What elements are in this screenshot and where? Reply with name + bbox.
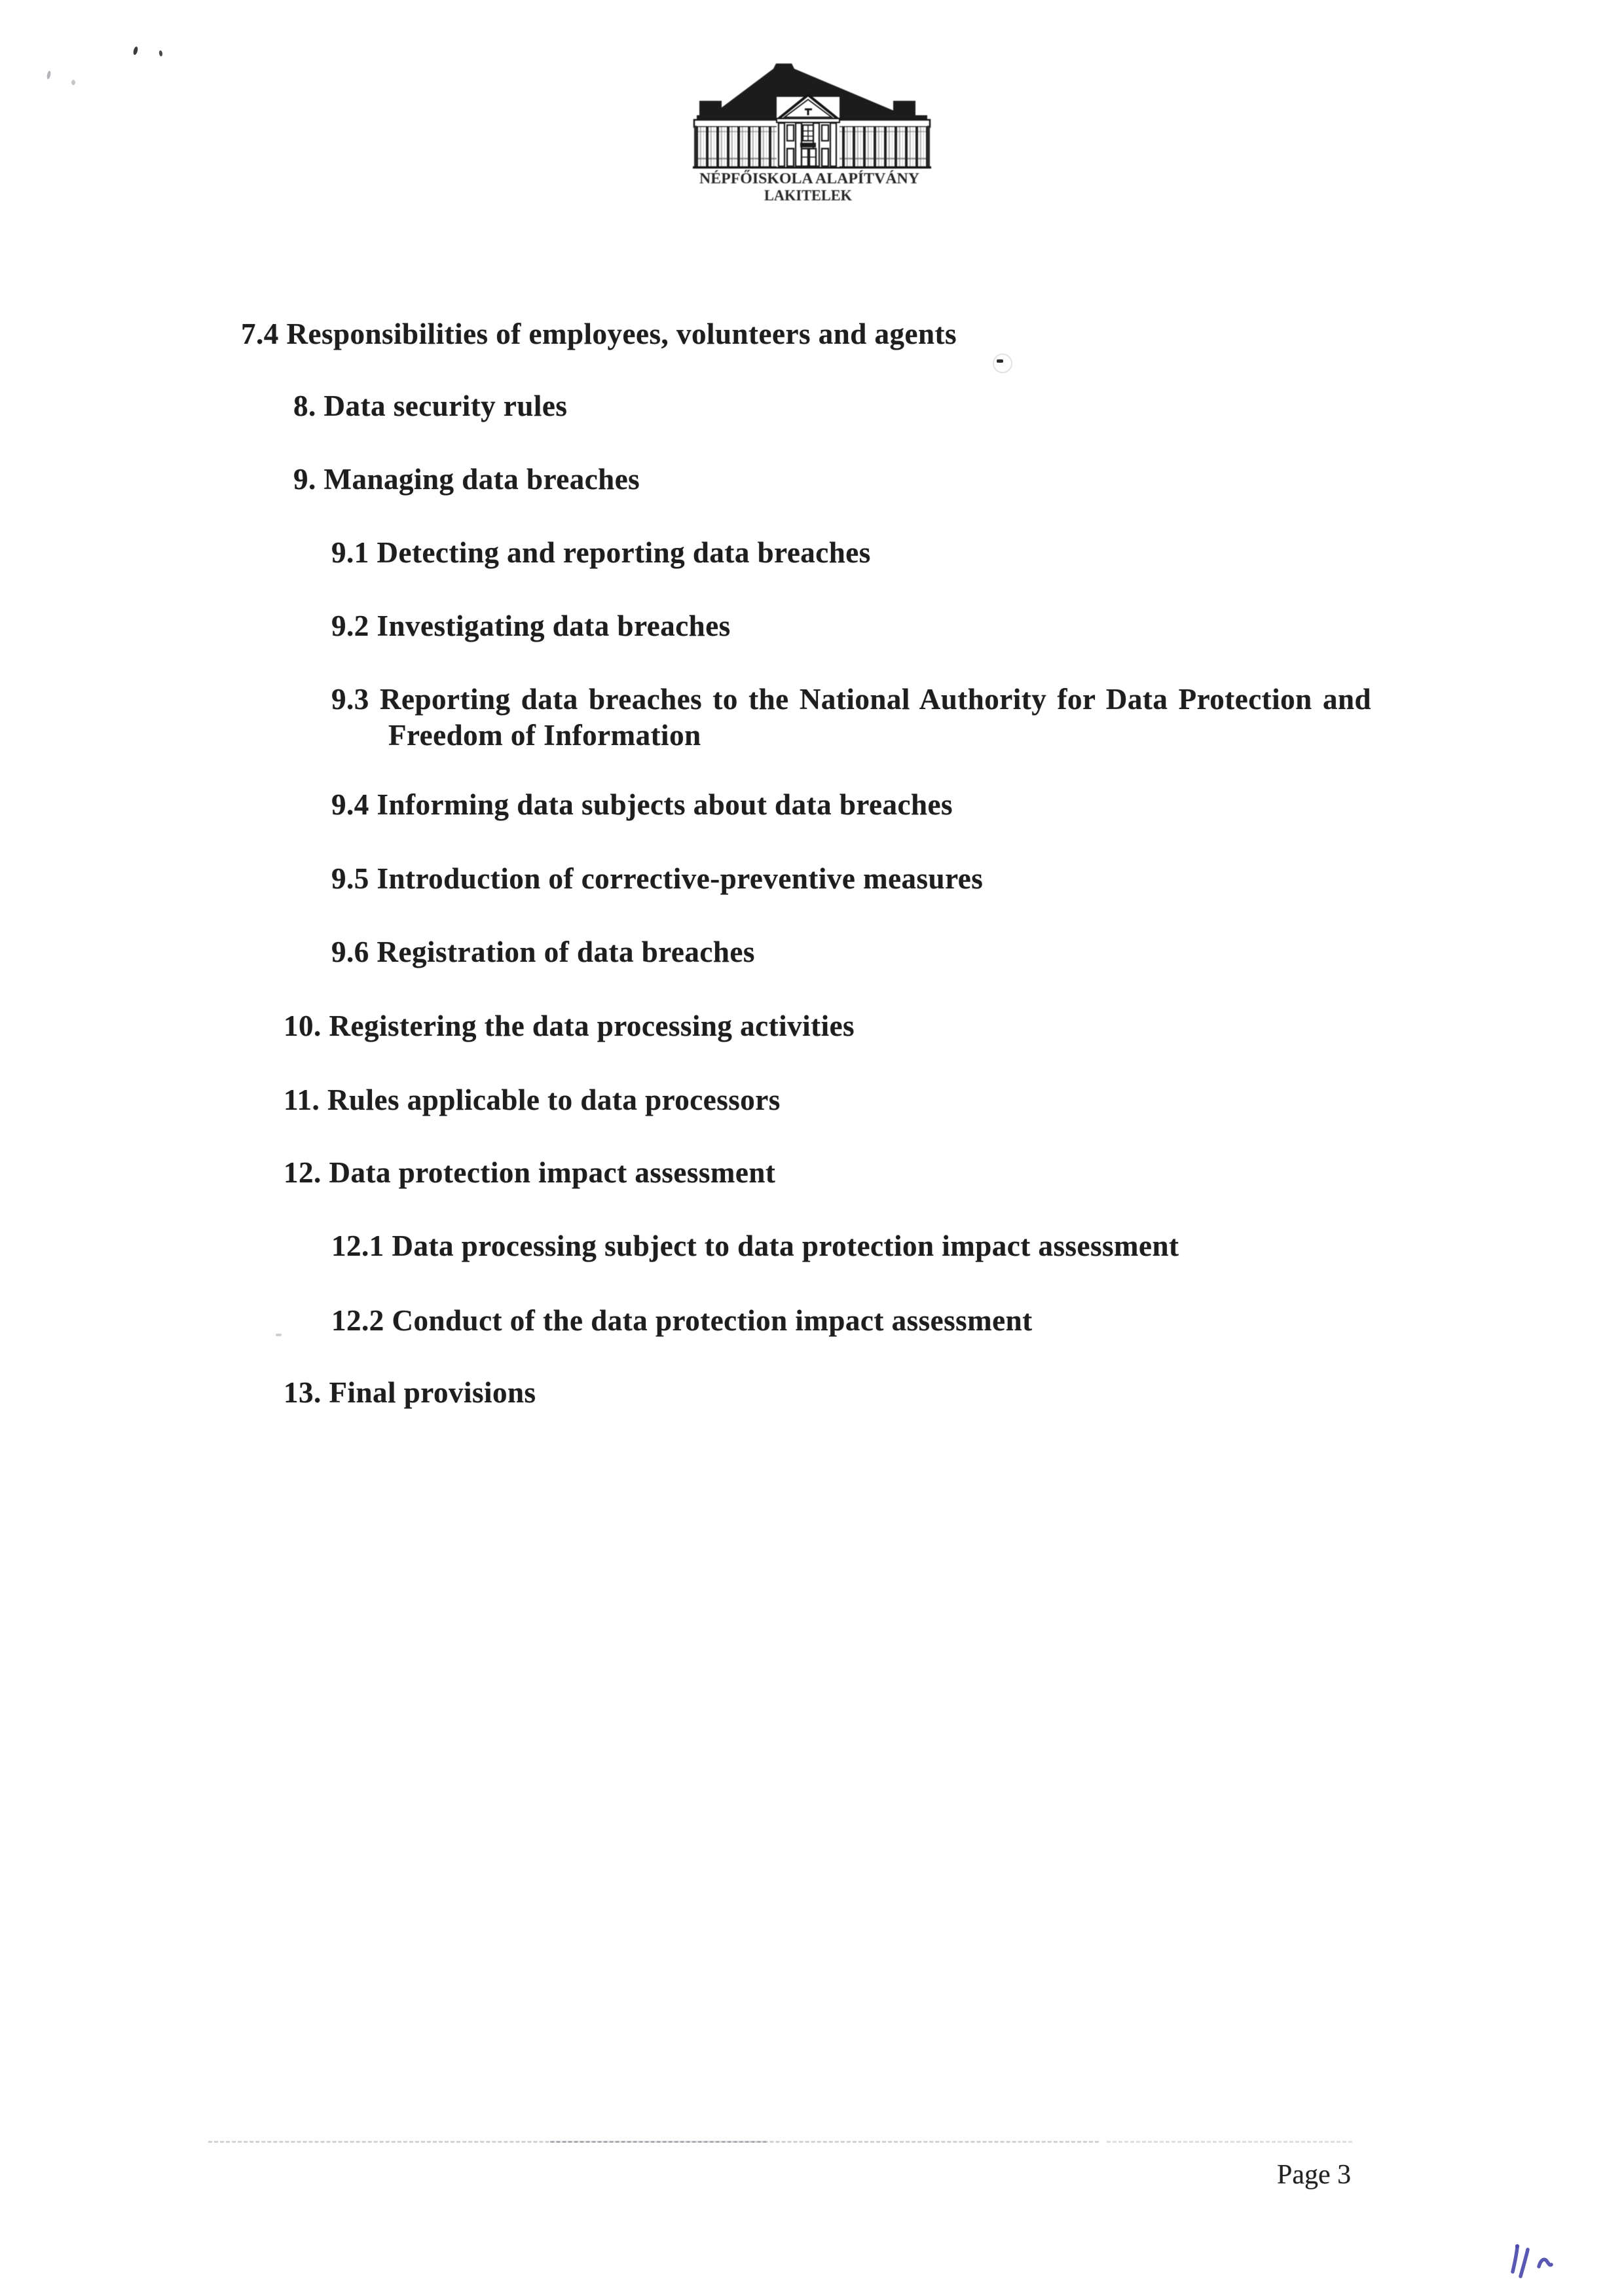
toc-number: 8. [293, 390, 316, 422]
toc-item-9-4 [331, 787, 953, 823]
toc-number: 12. [284, 1156, 322, 1189]
toc-item-9-2 [331, 608, 731, 644]
logo-org-name-line2: LAKITELEK [764, 187, 853, 204]
toc-number: 9.5 [331, 862, 369, 895]
toc-text: Data security rules [323, 390, 568, 422]
toc-number: 10. [284, 1010, 322, 1042]
toc-text: Detecting and reporting data breaches [377, 536, 871, 569]
toc-text: Informing data subjects about data breaches [377, 788, 953, 821]
toc-item-10 [284, 1008, 855, 1044]
toc-number: 9.2 [331, 610, 369, 642]
toc-number: 9.4 [331, 788, 369, 821]
toc-item-12-2 [331, 1303, 1033, 1339]
handwriting-strokes [1486, 2223, 1565, 2288]
toc-number: 13. [284, 1376, 322, 1409]
toc-item-9-3 [331, 682, 1371, 754]
toc-text: Responsibilities of employees, volunteers and agents [286, 318, 957, 350]
toc-line-justified [331, 682, 1371, 718]
toc-number: 11. [284, 1084, 320, 1116]
toc-text: Rules applicable to data processors [327, 1084, 781, 1116]
toc-number: 7.4 [241, 318, 279, 350]
foundation-logo [681, 58, 943, 215]
logo-portico-band [800, 143, 816, 147]
toc-item-13 [284, 1375, 536, 1411]
toc-text: Data protection impact assessment [329, 1156, 776, 1189]
scan-smudge [993, 354, 1012, 373]
scan-speck [997, 359, 1003, 363]
toc-text: Reporting data breaches to the National Authority for Data Protection and [380, 683, 1372, 716]
toc-item-9-5 [331, 861, 983, 897]
toc-text-continuation: Freedom of Information [388, 719, 701, 752]
toc-text: Data processing subject to data protection impact assessment [392, 1230, 1179, 1262]
scan-speck [71, 80, 75, 85]
toc-item-12-1 [331, 1228, 1179, 1264]
toc-text: Investigating data breaches [377, 610, 731, 642]
scan-speck [132, 46, 138, 55]
toc-number: 9.3 [331, 683, 369, 716]
scan-fold-line [1107, 2141, 1352, 2143]
handwritten-mark [1486, 2223, 1565, 2288]
toc-item-7-4 [241, 316, 957, 352]
toc-number: 9.6 [331, 936, 369, 968]
toc-text: Registration of data breaches [377, 936, 755, 968]
toc-item-12 [284, 1155, 775, 1191]
scan-speck [276, 1334, 282, 1336]
toc-text: Managing data breaches [323, 463, 640, 496]
scan-speck [158, 50, 162, 57]
toc-item-9-1 [331, 535, 871, 571]
toc-text: Registering the data processing activities [329, 1010, 855, 1042]
scan-fold-line [550, 2141, 766, 2143]
toc-item-9 [293, 462, 640, 498]
toc-number: 12.1 [331, 1230, 384, 1262]
toc-item-9-6 [331, 934, 755, 970]
toc-number: 9. [293, 463, 316, 496]
toc-text: Final provisions [329, 1376, 536, 1409]
foundation-building-emblem [681, 58, 943, 215]
toc-item-11 [284, 1082, 781, 1118]
scan-speck [46, 71, 52, 80]
toc-text: Conduct of the data protection impact assessment [392, 1304, 1033, 1337]
logo-org-name-line1: NÉPFŐISKOLA ALAPÍTVÁNY [699, 170, 912, 187]
toc-item-8 [293, 388, 567, 424]
toc-text: Introduction of corrective-preventive measures [377, 862, 984, 895]
page-number: Page 3 [1277, 2160, 1352, 2190]
toc-number: 9.1 [331, 536, 369, 569]
toc-number: 12.2 [331, 1304, 384, 1337]
